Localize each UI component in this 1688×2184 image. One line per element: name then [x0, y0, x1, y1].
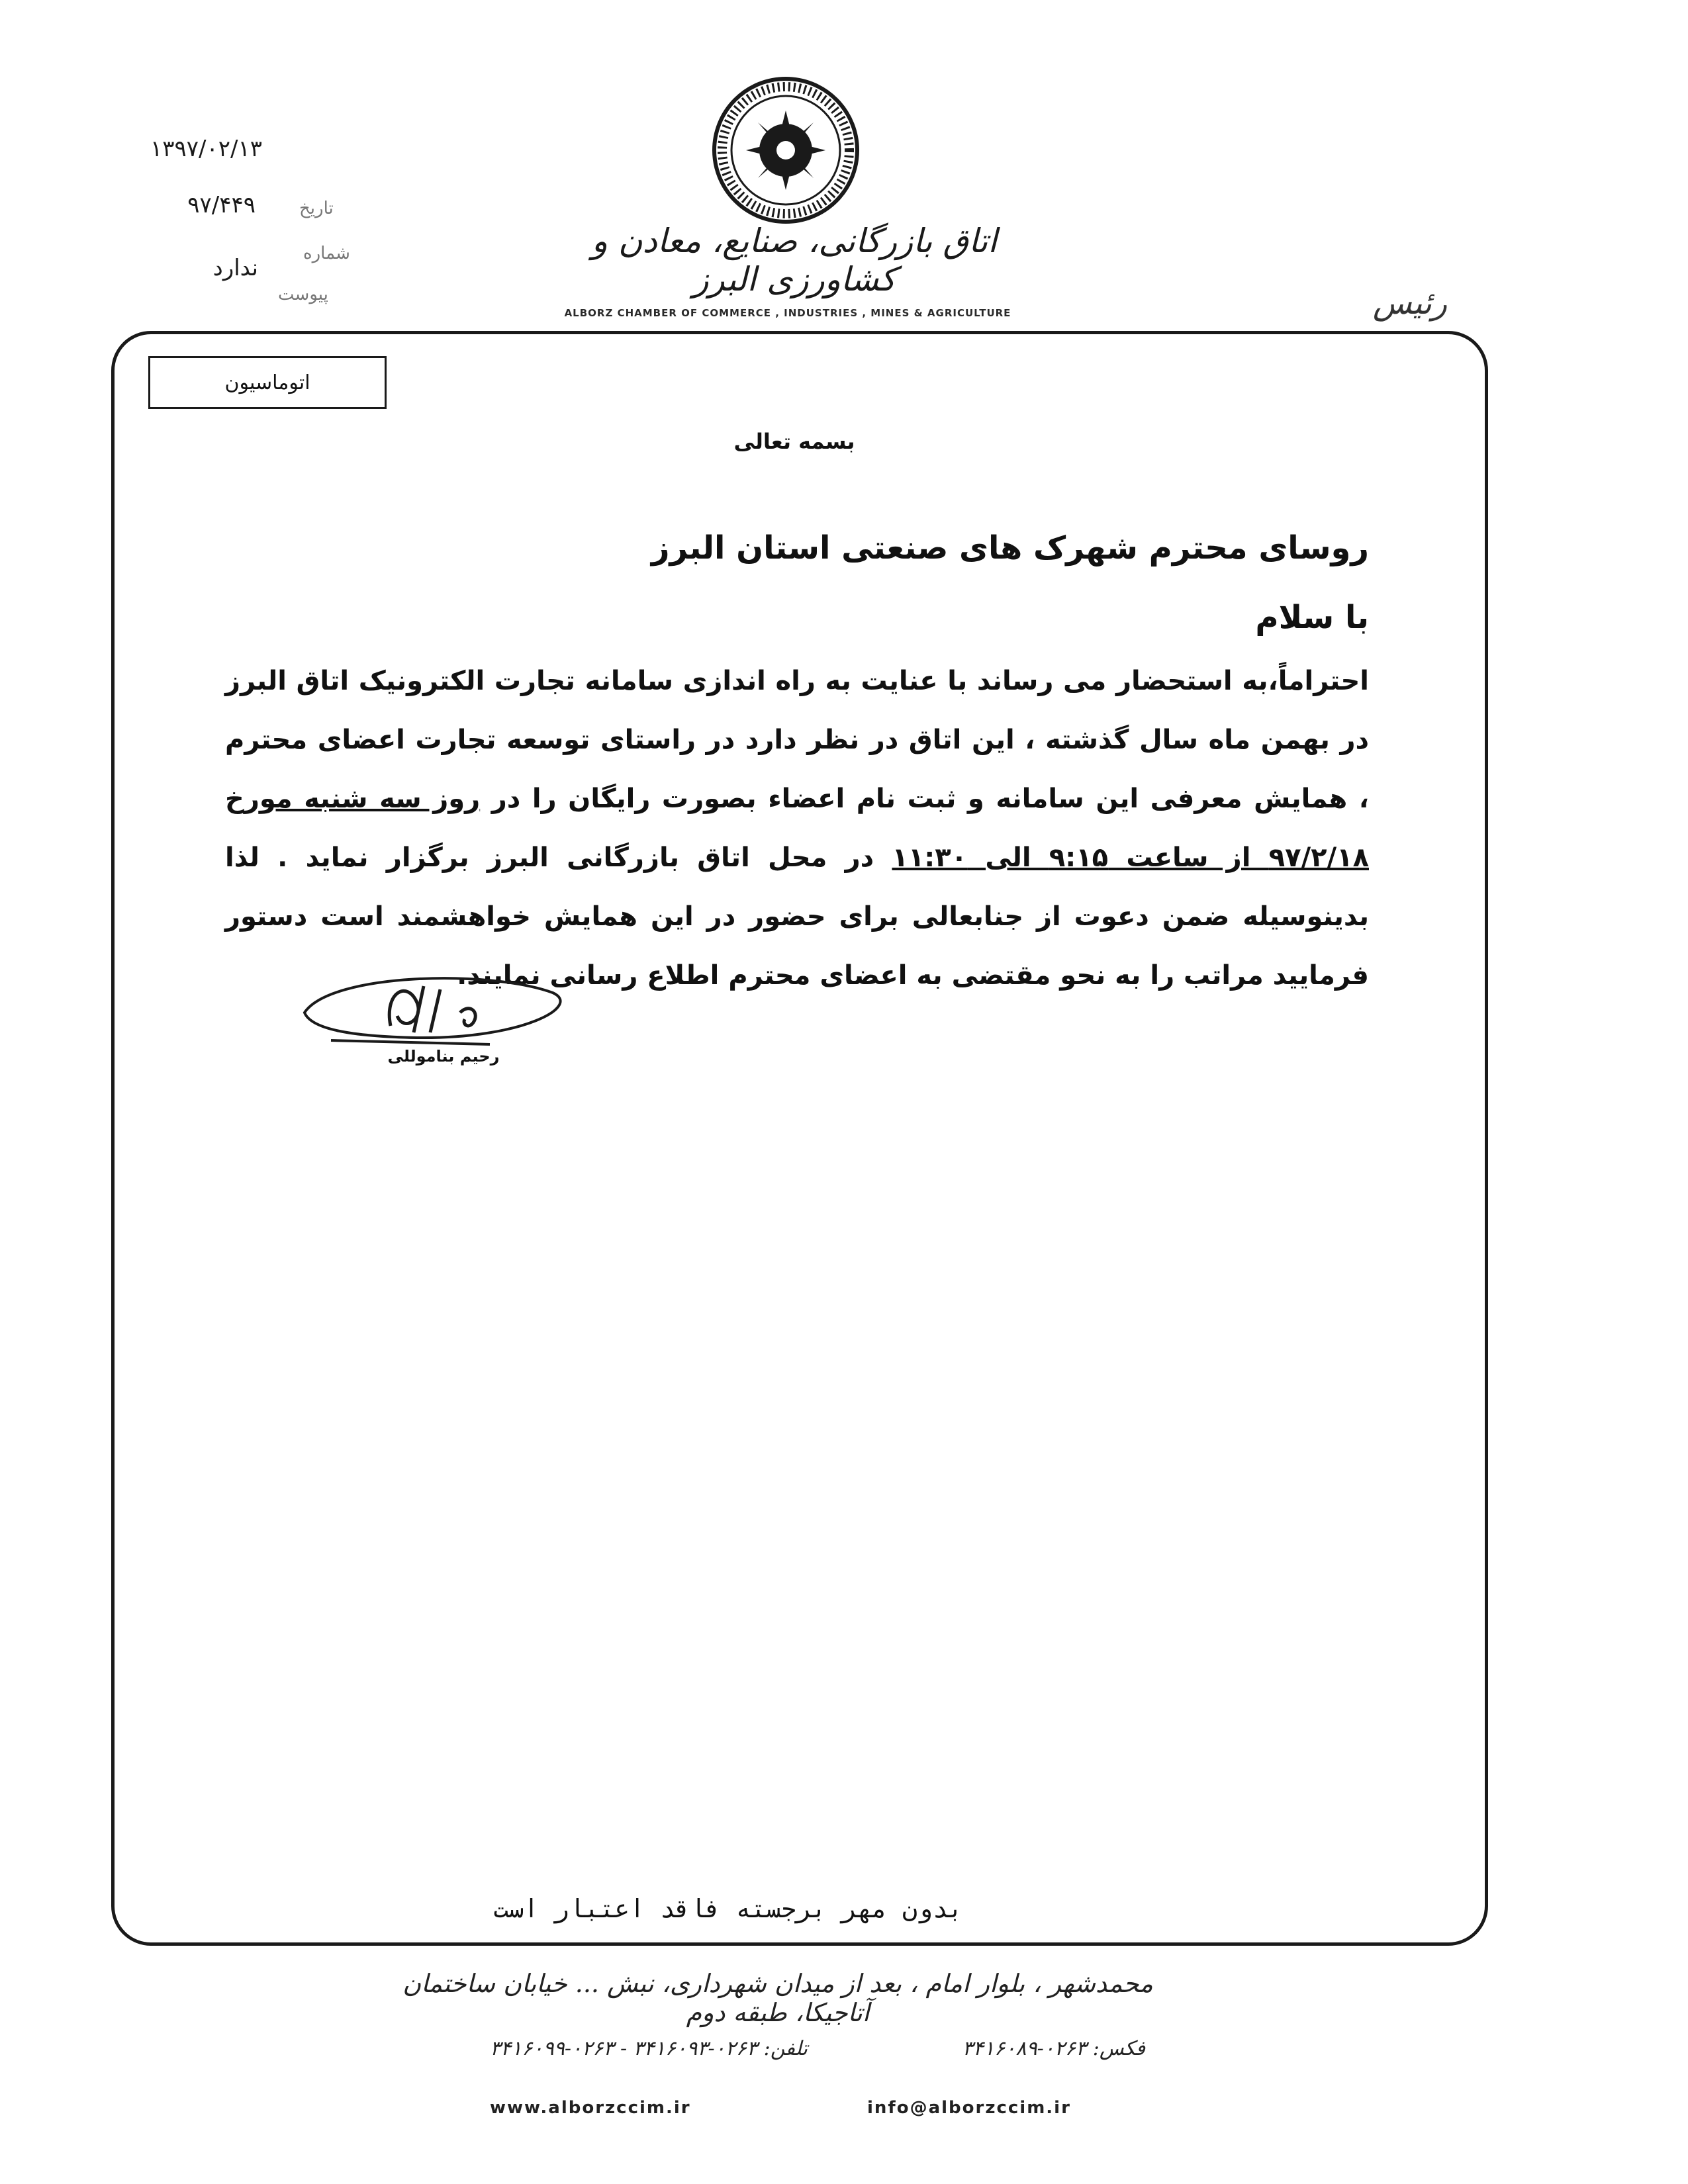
footer-website: www.alborzccim.ir	[490, 2098, 691, 2118]
letter-attachment: ندارد	[212, 255, 258, 281]
organization-name: اتاق بازرگانی، صنایع، معادن و کشاورزی البرز	[591, 222, 998, 298]
letter-body	[225, 652, 1369, 1005]
recipient: روسای محترم شهرک های صنعتی استان البرز	[651, 529, 1369, 567]
signer-name: رحیم بناموللی	[387, 1047, 500, 1066]
greeting: با سلام	[1255, 599, 1369, 636]
letter-number: ۹۷/۴۴۹	[187, 192, 256, 218]
footer-email: info@alborzccim.ir	[867, 2098, 1071, 2118]
footer-address: محمدشهر ، بلوار امام ، بعد از میدان شهرداری، نبش ... خیابان ساختمان آتاجیکا، طبقه دوم	[402, 1969, 1153, 2027]
president-label: رئیس	[1372, 285, 1448, 322]
bismillah: بسمه تعالی	[733, 429, 855, 454]
letter-frame	[111, 331, 1488, 1946]
department-box: اتوماسیون	[148, 356, 387, 409]
body-text-part2: در محل اتاق بازرگانی البرز برگزار نماید . لذا بدینوسیله ضمن دعوت از جنابعالی برای حضور در این همایش خواهشمند است دستور فرمایید مراتب را به نحو مقتضی به اعضای محترم اطلاع رسانی نمایند.	[225, 842, 1369, 991]
date-label: تاریخ	[299, 199, 334, 218]
footer-telephone: تلفن: ۰۲۶۳-۳۴۱۶۰۹۳ - ۰۲۶۳-۳۴۱۶۰۹۹	[490, 2037, 808, 2060]
organization-name-english: ALBORZ CHAMBER OF COMMERCE , INDUSTRIES , MINES & AGRICULTURE	[564, 307, 1011, 319]
letter-date: ۱۳۹۷/۰۲/۱۳	[150, 136, 262, 162]
chamber-logo-icon	[710, 74, 862, 226]
stamp-validity-note: بدون مهر برجسته فاقد اعتبار است	[493, 1894, 963, 1923]
attachment-label: پیوست	[278, 285, 328, 304]
footer-fax: فکس: ۰۲۶۳-۳۴۱۶۰۸۹	[962, 2037, 1145, 2060]
body-text-part1: احتراماً،به استحضار می رساند با عنایت به راه اندازی سامانه تجارت الکترونیک اتاق البرز در بهمن ماه سال گذشته ، این اتاق در نظر دارد در راستای توسعه تجارت اعضای محترم ، همایش معرفی این سامانه و ثبت نام اعضاء بصورت رایگان را در	[225, 666, 1369, 814]
event-date-time: روز سه شنبه مورخ ۹۷/۲/۱۸ از ساعت ۹:۱۵ الی ۱۱:۳۰	[225, 784, 1369, 873]
number-label: شماره	[303, 244, 350, 263]
